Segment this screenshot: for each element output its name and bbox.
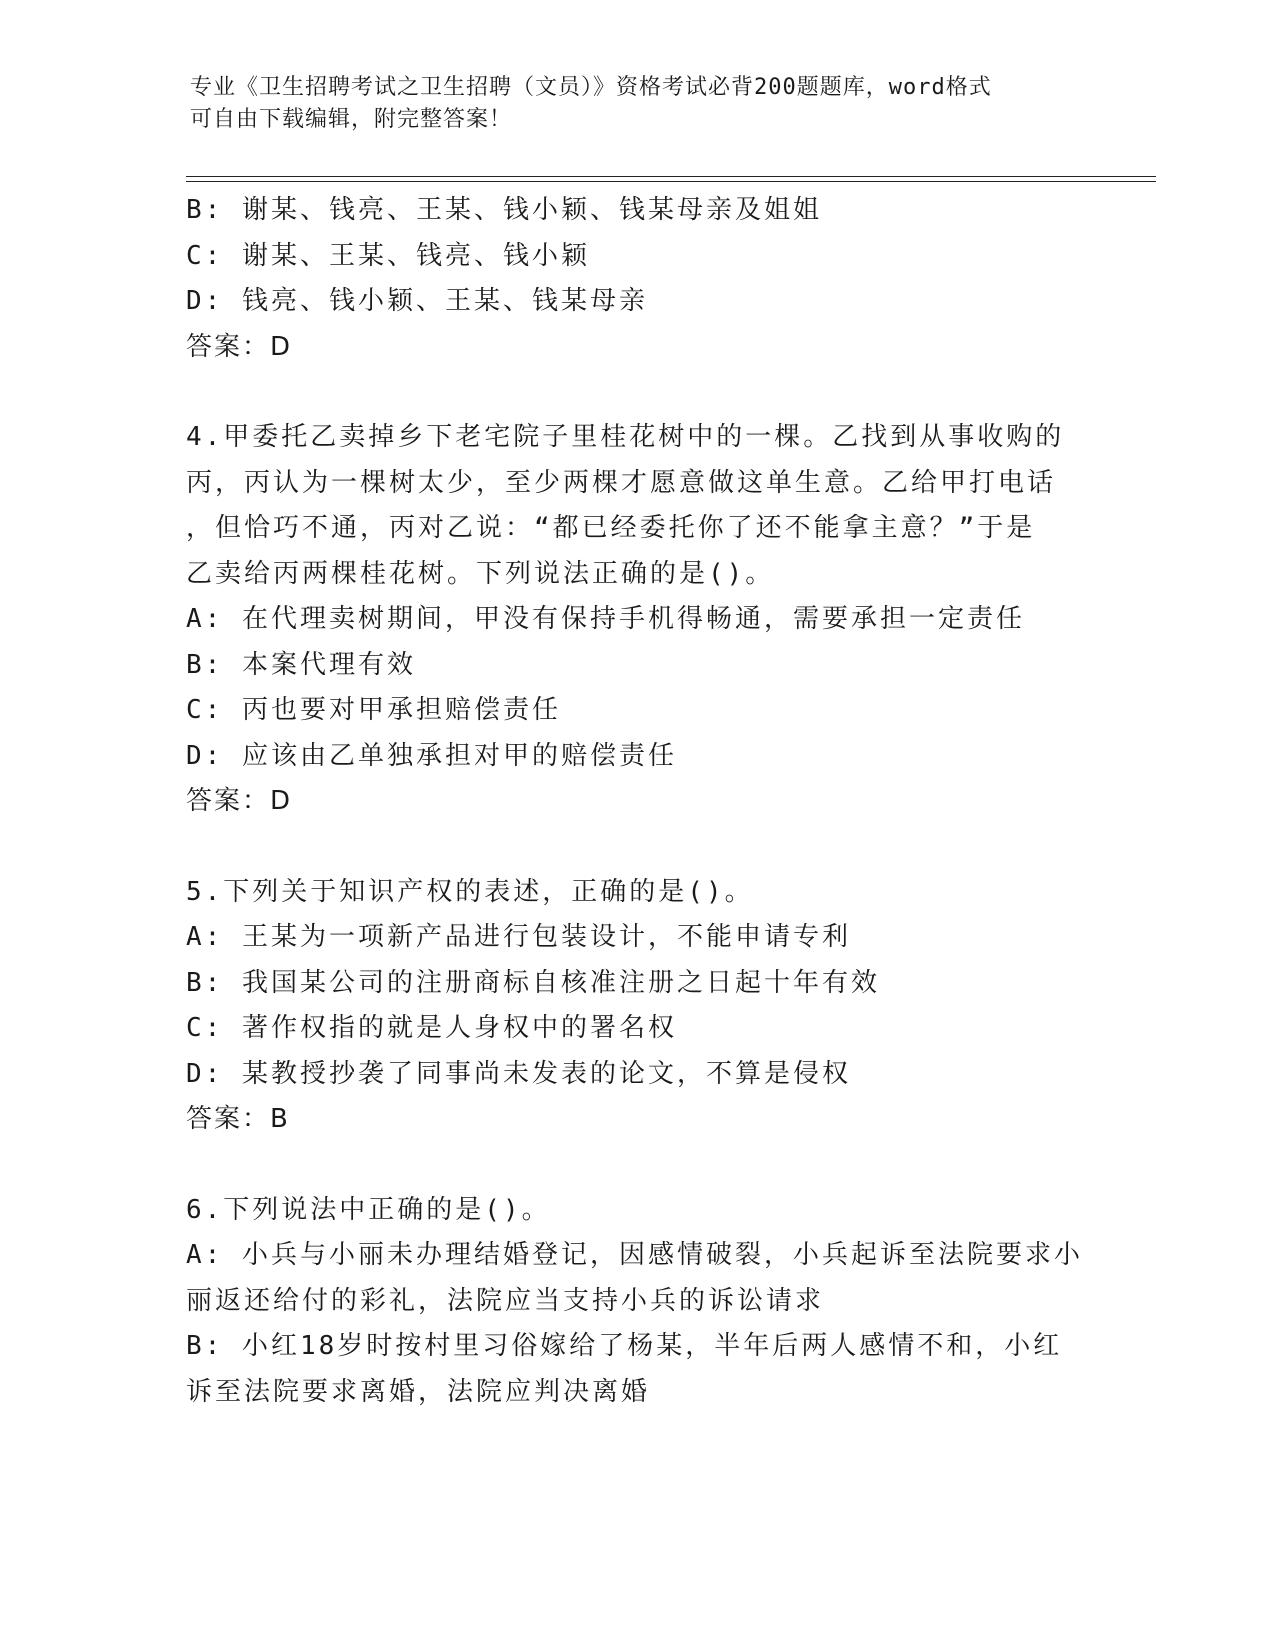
option-d: D: 应该由乙单独承担对甲的赔偿责任 (186, 740, 677, 771)
question-stem-line: 丙，丙认为一棵树太少，至少两棵才愿意做这单生意。乙给甲打电话 (186, 467, 1057, 498)
question-stem-line: ，但恰巧不通，丙对乙说：“都已经委托你了还不能拿主意？”于是 (186, 513, 1036, 543)
header-divider-bottom (186, 181, 1156, 182)
option-a-continued: 丽返还给付的彩礼，法院应当支持小兵的诉讼请求 (186, 1285, 825, 1316)
question-6-block (186, 1188, 1083, 1416)
header-title-line-1: 专业《卫生招聘考试之卫生招聘（文员）》资格考试必背200题题库，word格式 (190, 75, 992, 100)
option-d: D: 钱亮、钱小颖、王某、钱某母亲 (186, 286, 648, 316)
option-a: A: 王某为一项新产品进行包装设计，不能申请专利 (186, 922, 851, 952)
answer-line: 答案：D (186, 786, 293, 816)
document-header (190, 72, 1070, 136)
option-d: D: 某教授抄袭了同事尚未发表的论文，不算是侵权 (186, 1058, 851, 1089)
option-c: C: 谢某、王某、钱亮、钱小颖 (186, 240, 590, 271)
spacer (186, 1143, 1076, 1188)
question-stem-line: 4.甲委托乙卖掉乡下老宅院子里桂花树中的一棵。乙找到从事收购的 (186, 422, 1065, 452)
question-stem-line: 乙卖给丙两棵桂花树。下列说法正确的是()。 (186, 558, 775, 589)
option-b: B: 我国某公司的注册商标自核准注册之日起十年有效 (186, 967, 880, 998)
question-4-block (186, 415, 1076, 825)
header-title-line-2: 可自由下载编辑，附完整答案！ (190, 107, 513, 132)
question-5-block (186, 870, 1076, 1143)
header-divider-top (186, 176, 1156, 177)
answer-line: 答案：B (186, 1104, 290, 1134)
option-a: A: 小兵与小丽未办理结婚登记，因感情破裂，小兵起诉至法院要求小 (186, 1240, 1083, 1270)
spacer (186, 825, 1076, 870)
option-c: C: 著作权指的就是人身权中的署名权 (186, 1013, 677, 1043)
question-content (186, 188, 1083, 1415)
option-b: B: 小红18岁时按村里习俗嫁给了杨某，半年后两人感情不和，小红 (186, 1331, 1063, 1361)
option-a: A: 在代理卖树期间，甲没有保持手机得畅通，需要承担一定责任 (186, 604, 1025, 634)
question-3-block (186, 188, 1076, 370)
question-stem-line: 5.下列关于知识产权的表述，正确的是()。 (186, 876, 754, 907)
option-b: B: 谢某、钱亮、王某、钱小颖、钱某母亲及姐姐 (186, 195, 822, 225)
option-b-continued: 诉至法院要求离婚，法院应判决离婚 (186, 1376, 651, 1407)
answer-line: 答案：D (186, 331, 293, 362)
question-stem-line: 6.下列说法中正确的是()。 (186, 1194, 551, 1225)
spacer (186, 370, 1076, 415)
option-b: B: 本案代理有效 (186, 649, 416, 680)
option-c: C: 丙也要对甲承担赔偿责任 (186, 695, 561, 725)
